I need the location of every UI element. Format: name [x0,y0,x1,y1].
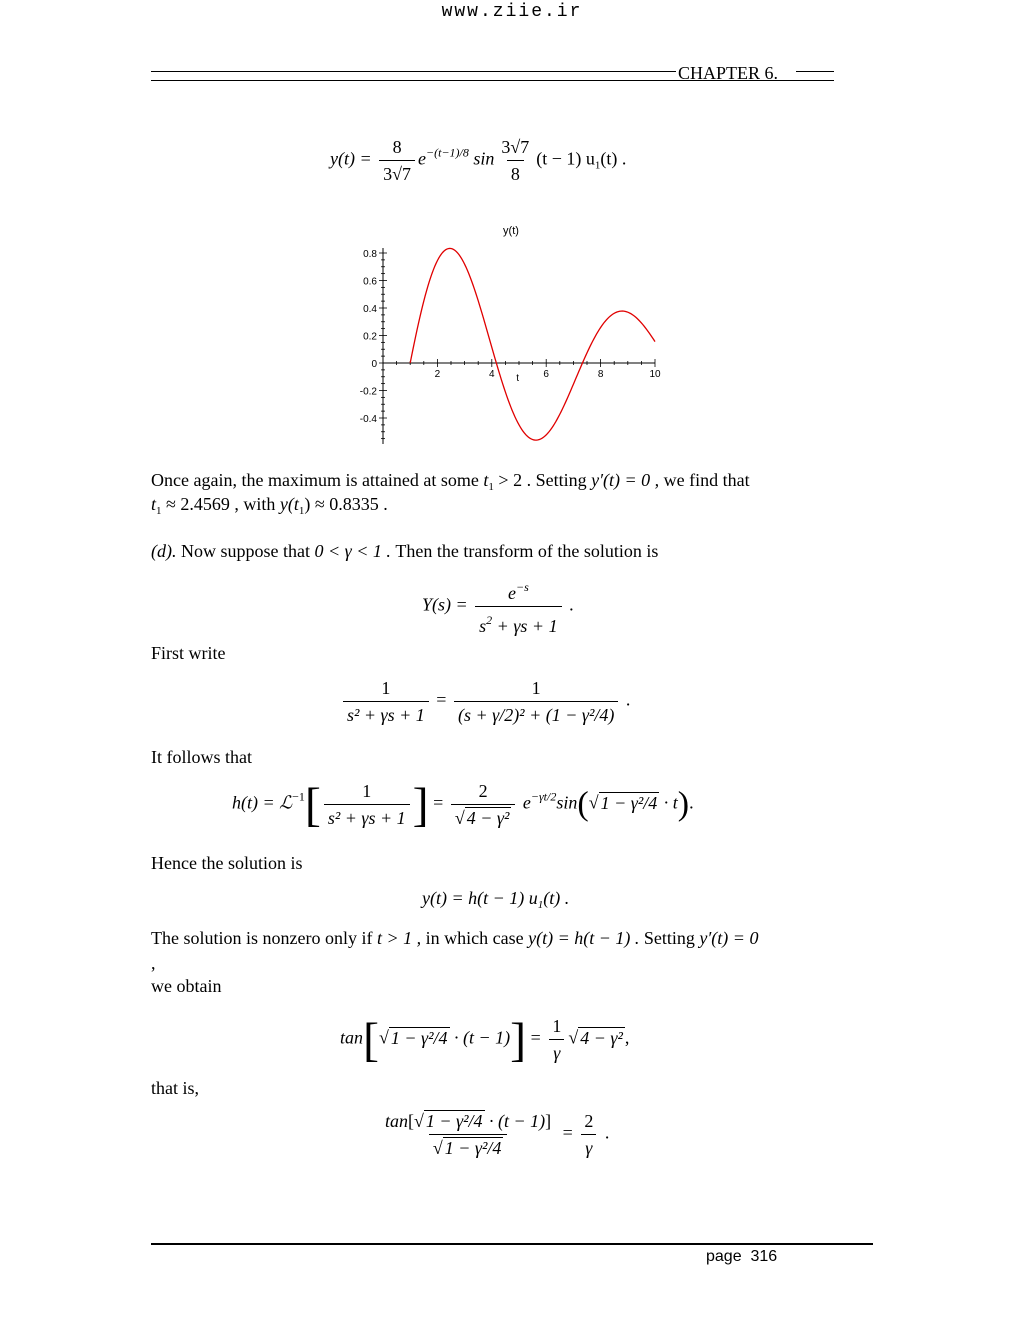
eq-end: . [689,792,694,813]
paren-left: ( [577,785,589,823]
bracket-right: ] [510,1013,527,1067]
equation-tan: tan[√ 1 − γ²/4 · (t − 1)] = $\frac{1}{\gamma}$ √ 4 − γ² , [340,1013,630,1067]
paragraph-nonzero [151,927,758,949]
fraction-left [381,1110,555,1159]
part-label: (d). [151,541,177,561]
x-tick-label: 8 [597,369,604,380]
eq-end: . [604,1122,610,1143]
y-tick-label: -0.2 [359,386,377,398]
sqrt-arg-2: 4 − γ² [580,1027,623,1048]
frac-num: 1 [531,678,541,698]
eq-sub: 1 [537,899,544,911]
chapter-title: CHAPTER 6. [678,63,779,83]
frac-den: 8 [507,160,524,185]
eq-tail: · (t − 1) [454,1027,511,1048]
frac-den: s² + γs + 1 [324,804,410,829]
frac-den: √ 1 − γ²/4 [429,1134,508,1159]
sqrt-arg: 1 − γ²/4 [425,1111,483,1131]
sqrt-arg: 1 − γ²/4 [390,1027,448,1048]
header-rule-top [151,71,676,72]
equation-Ys [422,576,574,637]
footer-rule [151,1243,873,1245]
eq-tail-end: (t) . [600,148,627,169]
p3-yprime: y′(t) = 0 [699,928,759,948]
y-tick-label: 0 [371,359,377,370]
frac-den: γ [549,1039,564,1064]
exp-base: e [522,792,531,813]
frac-den: γ [581,1134,596,1159]
frac-den: (s + γ/2)² + (1 − γ²/4) [454,701,618,726]
den-s: s [479,616,487,636]
fraction-2 [497,136,533,185]
paragraph-part-d [151,540,658,562]
equation-y-top [330,136,626,185]
frac-num: 3√7 [501,137,530,157]
frac-num: 1 [381,678,391,698]
p3-comma: , [151,953,156,973]
chart-ticks [360,249,661,439]
den-sqrt: 1 − γ²/4 [444,1138,502,1158]
y-tick-label: 0.8 [363,249,377,260]
x-axis-label: t [516,373,520,384]
frac-num [504,576,533,606]
equation-ratio [378,1110,609,1159]
fraction-right [454,677,618,726]
eq-end: . [625,689,631,710]
eq-lhs: h(t) = ℒ [232,792,293,813]
header-rule-tail [796,71,834,72]
eq-end: . [569,594,574,615]
x-tick-label: 10 [649,369,661,380]
p3-text-c: Setting [643,928,695,948]
p1-text-a: Once again, the maximum is attained at some [151,470,479,490]
chart-axes [383,248,655,444]
bracket-left: [ [304,778,321,832]
tan-label: tan [340,1027,364,1048]
eq-end: (t) . [543,888,570,908]
eq-lhs-sup: −1 [292,789,305,804]
p1-text-c: we find that [663,470,750,490]
p1-line2-d: ) ≈ 0.8335 . [304,494,388,514]
sqrt-arg: 4 − γ² [466,808,510,828]
eq-tail-sub: 1 [594,159,601,172]
y-tick-label: 0.2 [363,331,377,343]
p1-line2-sub: 1 [156,505,162,517]
p2-text-a: Now suppose that [181,541,310,561]
p1-line2-b: ≈ 2.4569 , with [166,494,276,514]
p2-text-b: Then the transform of the solution is [395,541,659,561]
fraction-1 [379,136,415,185]
paren-right: ) [677,785,690,823]
tan-label: tan [385,1111,409,1131]
sin-label: sin [473,148,495,169]
frac-num: 2 [584,1111,594,1131]
frac-num: 1 [362,781,372,801]
p1-t1: t [483,470,489,490]
p3-text-a: The solution is nonzero only if [151,928,373,948]
p1-line2-t: t [151,494,157,514]
eq-lhs: Y(s) = [422,594,468,615]
frac-den: $s^2 + \gamma s + 1$ [475,606,561,637]
fraction-1 [324,780,410,829]
eq-text: y(t) = h(t − 1) u [422,888,538,908]
p3-cond: t > 1 , [376,928,422,948]
x-tick-label: 4 [489,369,495,380]
that-is: that is, [151,1078,199,1098]
p2-cond: 0 < γ < 1 . [314,541,391,561]
den-rest: + γs + 1 [496,616,558,636]
hence: Hence the solution is [151,853,303,873]
frac-num: 8 [392,137,402,157]
bracket-left: [ [363,1013,379,1067]
frac-den: 3√7 [379,160,415,185]
x-tick-label: 2 [434,369,441,380]
eq-sign: = [436,689,447,710]
equation-solution [422,888,569,911]
frac-num: 2 [478,781,488,801]
eq-sign: = [530,1027,541,1048]
exp-sup: −γt/2 [530,789,557,804]
fraction-left [343,677,429,726]
first-write: First write [151,643,226,663]
series-line [410,248,655,440]
frac-den: s² + γs + 1 [343,701,429,726]
p1-gt2: > 2 . [498,470,532,490]
y-tick-label: -0.4 [359,414,377,425]
eq-end: , [624,1027,630,1048]
eq-sign: = [433,792,444,813]
equation-first-write [340,677,630,726]
p1-yprime: y′(t) = 0 , [591,470,660,490]
sin-label: sin [556,792,578,813]
num-base: e [507,583,516,603]
x-tick-label: 6 [543,369,549,380]
equation-h: h(t) = ℒ$^{-1}$[ $\frac{1}{\text{s² + γs + 1}}$ ] = $\frac{2}{\text{√ 4 − γ²}}$ $e^{-\gamma t/2}\sin(√$ 1 − γ²/4 · t). [232,778,694,832]
eq-lhs: y(t) = [330,148,372,169]
frac-den: √ 4 − γ² [451,804,516,829]
bracket-right: ] [412,778,429,832]
p3-text-b: in which case [425,928,524,948]
frac-num: tan[√ 1 − γ²/4 · (t − 1)] [385,1111,552,1131]
p3-line2: we obtain [151,976,222,996]
fraction [475,576,561,637]
solution-plot [350,218,680,453]
watermark: www.ziie.ir [441,2,583,22]
eq-tail: (t − 1) u [536,148,595,169]
fraction-right [580,1110,597,1159]
sqrt-arg: 1 − γ²/4 [600,792,658,813]
it-follows: It follows that [151,747,252,767]
exp-sup: −(t−1)/8 [426,145,469,160]
p1-text-b: Setting [535,470,587,490]
y-tick-label: 0.6 [363,276,377,288]
fraction [548,1015,565,1064]
page-number: page 316 [706,1248,778,1265]
p1-line2-c-sub: 1 [298,505,305,517]
eq-tail: · t [663,792,678,813]
eq-sign: = [562,1122,573,1143]
y-tick-label: 0.4 [363,304,377,315]
paragraph-max-line2 [151,493,388,522]
p1-line2-c: y(t [279,494,299,514]
exp-base: e [418,148,427,169]
p3-eq: y(t) = h(t − 1) . [528,928,640,948]
p1-t1-sub: 1 [488,481,494,493]
eq-tail: · (t − 1) [489,1111,546,1131]
chart-title: y(t) [503,225,519,237]
frac-num: 1 [552,1016,562,1036]
fraction-2 [451,780,516,829]
num-sup: −s [515,580,529,594]
